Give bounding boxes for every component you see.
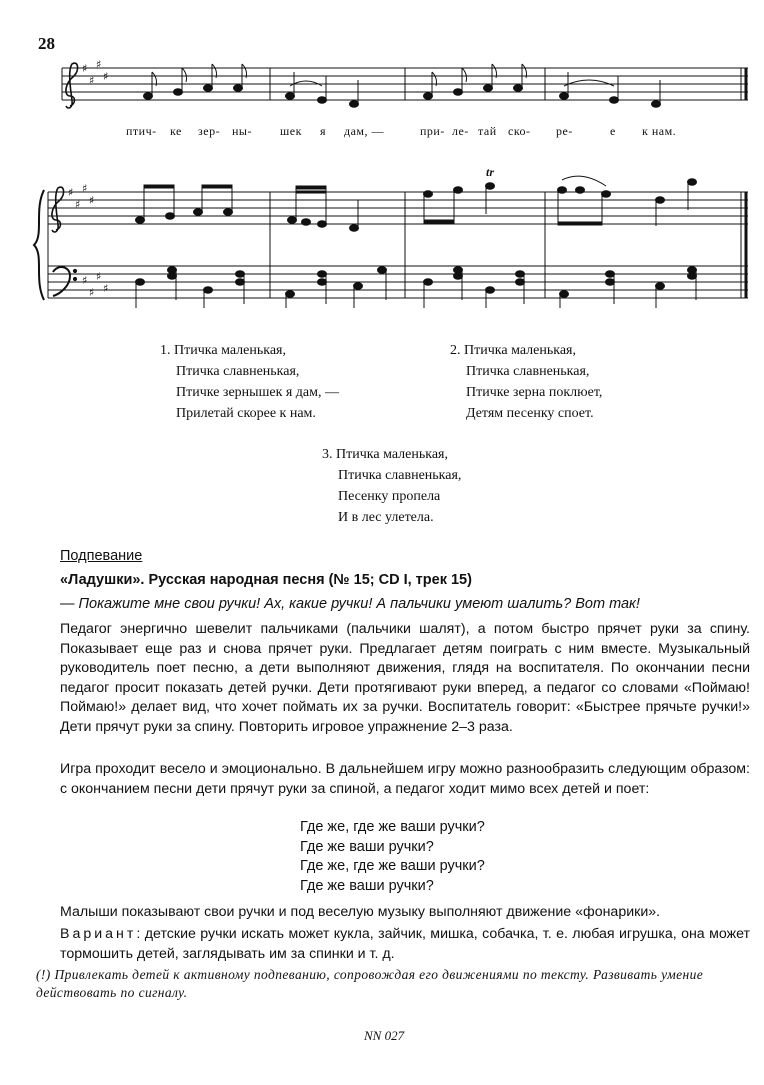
vocal-staff <box>62 68 748 100</box>
verse-line: Птичка славненькая, <box>466 364 590 379</box>
svg-text:♯: ♯ <box>75 198 81 211</box>
verse-line: Птичке зерна поклюет, <box>466 385 603 400</box>
piano-bass-staff <box>48 266 748 298</box>
song-title: «Ладушки». Русская народная песня (№ 15; CD I, трек 15) <box>60 572 472 588</box>
verse-line: И в лес улетела. <box>338 510 434 525</box>
quote-line: Где же, где же ваши ручки? <box>300 819 485 835</box>
paragraph-text: Малыши показывают свои ручки и под веселую музыку выполняют движение «фонарики». <box>60 904 661 920</box>
verse-line: Птичке зернышек я дам, — <box>176 385 340 400</box>
treble-clef-icon <box>66 63 78 108</box>
variant-text: : детские ручки искать может кукла, зайчик, мишка, собачка, т. е. любая игрушка, она может тормошить детей, заглядывать им за спинки и т. д. <box>60 926 750 962</box>
lyric-syllable: е <box>610 124 616 138</box>
paragraph-3 <box>60 903 750 923</box>
verse-line: Песенку пропела <box>338 489 441 504</box>
verse-line: 2. Птичка маленькая, <box>450 343 576 358</box>
verse-line: 3. Птичка маленькая, <box>322 447 448 462</box>
piano-treble-staff <box>48 192 748 224</box>
lyric-syllable: тай <box>478 124 497 138</box>
section-heading: Подпевание <box>60 548 143 564</box>
lyric-syllable: при- <box>420 124 445 138</box>
verse-2 <box>450 340 602 424</box>
svg-text:♯: ♯ <box>82 274 88 287</box>
footer-code: NN 027 <box>364 1028 405 1043</box>
variant-label: Вариант <box>60 926 137 942</box>
quote-line: Где же, где же ваши ручки? <box>300 858 485 874</box>
lyric-syllable: ке <box>170 124 182 138</box>
lyric-syllable: ле- <box>452 124 469 138</box>
svg-text:♯: ♯ <box>89 74 95 87</box>
paragraph-text: Игра проходит весело и эмоционально. В дальнейшем игру можно разнообразить следующим образом: с окончанием песни дети прячут руки за спиной, а педагог ходит мимо всех детей и поет: <box>60 761 750 797</box>
svg-text:♯: ♯ <box>103 282 109 295</box>
lyric-syllable: шек <box>280 124 302 138</box>
quote-line: Где же ваши ручки? <box>300 838 434 855</box>
svg-text:♯: ♯ <box>82 182 88 195</box>
svg-text:♯: ♯ <box>96 58 102 71</box>
verse-line: 1. Птичка маленькая, <box>160 343 286 358</box>
quote-line: Где же ваши ручки? <box>300 877 434 894</box>
variant-paragraph <box>60 925 750 964</box>
svg-text:♯: ♯ <box>103 70 109 83</box>
lyric-syllable: птич- <box>126 124 157 138</box>
paragraph-text: Педагог энергично шевелит пальчиками (пальчики шалят), а потом быстро прячет руки за спину. Показывает еще раз и снова прячет руки. Предлагает детям поиграть с ним вместе. Музыкальный руководитель поет песню, а дети выполняют движения, глядя на воспитателя. По окончании песни педагог просит показать детей ручки. Дети протягивают руки вперед, а педагог со словами «Поймаю! Поймаю!» делает вид, что хочет поймать их за ручки. Воспитатель говорит: «Быстрее прячьте ручки!» Дети прячут руки за спину. Повторить игровое упражнение 2–3 раза. <box>60 621 750 735</box>
svg-text:♯: ♯ <box>89 194 95 207</box>
teacher-intro-line: — Покажите мне свои ручки! Ах, какие ручки! А пальчики умеют шалить? Вот так! <box>60 596 640 612</box>
methodical-note: (!) Привлекать детей к активному подпеванию, сопровождая его движениями по тексту. Развивать умение действовать по сигналу. <box>36 967 704 1000</box>
verse-line: Детям песенку споет. <box>466 406 594 421</box>
paragraph-2 <box>60 760 750 799</box>
music-score <box>0 0 764 310</box>
paragraph-1 <box>60 620 750 737</box>
verse-1 <box>160 340 339 424</box>
lyric-syllable: дам, — <box>344 124 385 138</box>
lyric-syllable: ны- <box>232 124 252 138</box>
song-quote <box>300 818 485 896</box>
page-number: 28 <box>38 34 55 53</box>
svg-text:♯: ♯ <box>89 286 95 299</box>
verse-line: Птичка славненькая, <box>338 468 462 483</box>
verse-line: Прилетай скорее к нам. <box>176 406 316 421</box>
treble-clef-icon-piano <box>52 187 64 232</box>
trill-ornament: tr <box>486 165 495 179</box>
lyric-syllable: зер- <box>198 124 221 138</box>
lyric-syllable: ре- <box>556 124 573 138</box>
svg-text:♯: ♯ <box>96 270 102 283</box>
lyric-syllable: ско- <box>508 124 531 138</box>
verse-3 <box>322 444 461 528</box>
lyric-syllable: к нам. <box>642 124 677 138</box>
svg-text:♯: ♯ <box>68 186 74 199</box>
verse-line: Птичка славненькая, <box>176 364 300 379</box>
lyric-syllable: я <box>320 124 327 138</box>
svg-text:♯: ♯ <box>82 62 88 75</box>
